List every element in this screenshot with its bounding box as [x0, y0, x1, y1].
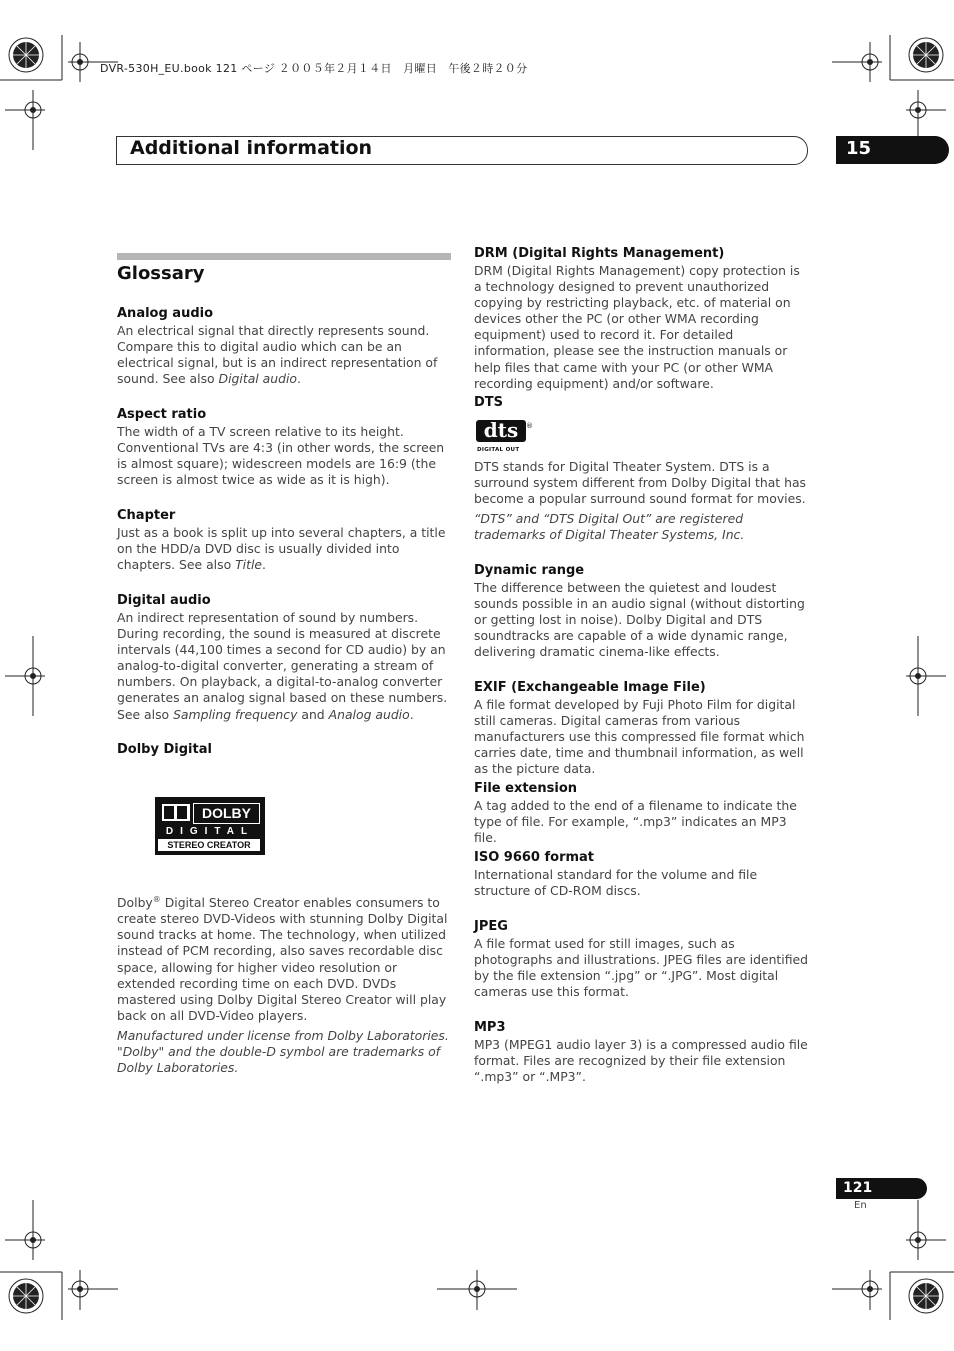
dolby-logo-digital: DIGITAL	[165, 826, 255, 837]
dts-digital-out-logo	[474, 418, 533, 453]
term: Dynamic range	[474, 563, 585, 578]
dts-logo-sub: DIGITAL OUT	[477, 447, 520, 453]
term: EXIF (Exchangeable Image File)	[474, 680, 706, 695]
definition: An indirect representation of sound by numbers. During recording, the sound is measured at discrete intervals (44,100 times a second for CD audio) by an analog-to-digital converter, generating a stream of numbers. On playback, a digital-to-analog converter generates an analog signal based on these numbers. See also Sampling frequency and Analog audio.	[117, 610, 448, 722]
glossary-rule	[117, 253, 451, 260]
term: Digital audio	[117, 593, 211, 608]
trademark-note: “DTS” and “DTS Digital Out” are registered trademarks of Digital Theater Systems, Inc.	[474, 511, 745, 543]
dolby-description	[117, 892, 453, 1076]
definition: A tag added to the end of a filename to indicate the type of file. For example, “.mp3” indicates an MP3 file.	[474, 798, 797, 846]
term: ISO 9660 format	[474, 850, 595, 865]
entry-dts	[474, 394, 808, 412]
cross-reference: Sampling frequency	[173, 706, 298, 722]
dts-description	[474, 459, 808, 543]
page-title: Glossary	[117, 263, 205, 284]
definition: An electrical signal that directly represents sound. Compare this to digital audio which can be an electrical signal, but is an indirect representation of sound. See also Digital audio.	[117, 323, 438, 387]
entry-jpeg	[474, 918, 808, 1000]
section-title: Additional information	[130, 137, 373, 159]
page-number: 121	[843, 1180, 873, 1196]
cross-reference: Digital audio	[218, 371, 298, 387]
definition: The difference between the quietest and loudest sounds possible in an audio signal (without distorting or getting lost in noise). Dolby Digital and DTS soundtracks are capable of a wide dynamic range, delivering dramatic cinema-like effects.	[474, 580, 805, 660]
definition: International standard for the volume and file structure of CD-ROM discs.	[474, 867, 758, 899]
double-d-icon	[162, 804, 190, 821]
definition: MP3 (MPEG1 audio layer 3) is a compressed audio file format. Files are recognized by their file extension “.mp3” or “.MP3”.	[474, 1037, 808, 1085]
term: Analog audio	[117, 306, 214, 321]
cross-reference: Analog audio	[328, 706, 410, 722]
trademark-note: Manufactured under license from Dolby Laboratories. "Dolby" and the double-D symbol are trademarks of Dolby Laboratories.	[117, 1027, 449, 1076]
term: Aspect ratio	[117, 407, 207, 422]
term: File extension	[474, 781, 578, 796]
entry-drm	[474, 245, 808, 392]
entry-exif	[474, 679, 808, 777]
definition: Dolby® Digital Stereo Creator enables consumers to create stereo DVD-Videos with stunning Dolby Digital sound tracks at home. The technology, when utilized instead of PCM recording, also saves recordable disc space, allowing for higher video resolution or extended recording time on each DVD. DVDs mastered using Dolby Digital Stereo Creator will play back on all DVD-Video players.	[117, 895, 448, 1023]
registered-mark: ®	[526, 422, 533, 430]
entry-aspect-ratio	[117, 406, 453, 488]
term: DTS	[474, 395, 504, 410]
entry-analog-audio	[117, 305, 453, 387]
entry-dynamic-range	[474, 562, 808, 660]
page-language: En	[854, 1200, 867, 1211]
dolby-logo-brand: DOLBY	[193, 803, 260, 824]
definition: Just as a book is split up into several chapters, a title on the HDD/a DVD disc is usually divided into chapters. See also Title.	[117, 525, 446, 573]
definition: A file format developed by Fuji Photo Film for digital still cameras. Digital cameras from various manufacturers use this compressed file format which carries date, time and thumbnail information, as well as the picture data.	[474, 697, 805, 777]
print-info: DVR-530H_EU.book 121 ページ ２００５年２月１４日 月曜日 午後２時２０分	[100, 62, 528, 75]
definition: DRM (Digital Rights Management) copy protection is a technology designed to prevent unauthorized copying by restricting playback, etc. of material on devices other the PC (or other WMA recording equipment) used to record it. For detailed information, please see the instruction manuals or help files that came with your PC (or other WMA recording equipment) and/or software.	[474, 263, 800, 391]
term: JPEG	[474, 919, 508, 934]
entry-mp3	[474, 1019, 808, 1085]
term: Dolby Digital	[117, 742, 212, 757]
definition: DTS stands for Digital Theater System. DTS is a surround system different from Dolby Digital that has become a popular surround sound format for movies.	[474, 459, 806, 507]
dolby-digital-logo	[155, 797, 265, 855]
dolby-logo-creator: STEREO CREATOR	[158, 839, 260, 851]
entry-chapter	[117, 507, 453, 573]
dts-logo-text: dts	[483, 418, 519, 442]
cross-reference: Title	[235, 557, 263, 573]
definition: A file format used for still images, such as photographs and illustrations. JPEG files are identified by the file extension “.jpg” or “.JPG”. Most digital cameras use this format.	[474, 936, 809, 1000]
chapter-number: 15	[846, 138, 872, 159]
entry-dolby-digital	[117, 741, 453, 759]
definition: The width of a TV screen relative to its height. Conventional TVs are 4:3 (in other words, the screen is almost square); widescreen models are 16:9 (the screen is almost twice as wide as it is high).	[117, 424, 445, 488]
term: DRM (Digital Rights Management)	[474, 246, 725, 261]
entry-file-extension	[474, 780, 808, 846]
term: Chapter	[117, 508, 176, 523]
entry-iso-9660	[474, 849, 808, 899]
term: MP3	[474, 1020, 506, 1035]
entry-digital-audio	[117, 592, 453, 723]
